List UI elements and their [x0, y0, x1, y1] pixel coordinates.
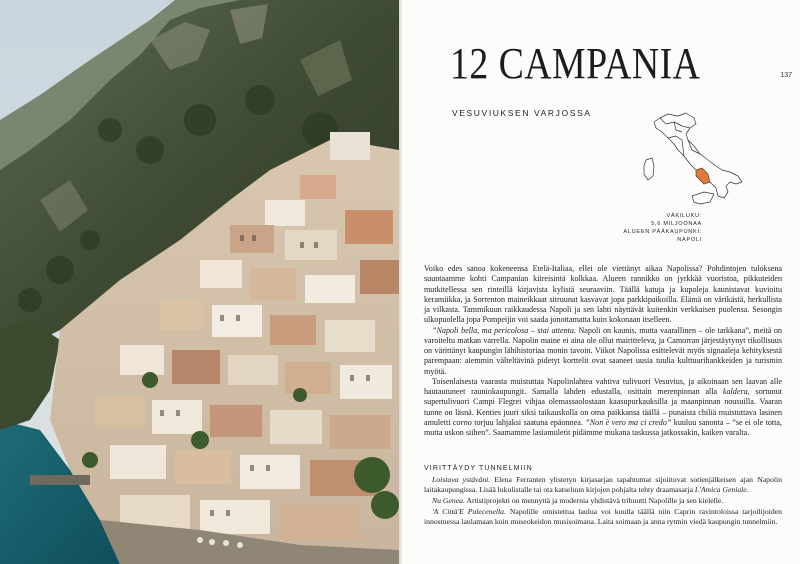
paragraph-text: torjuu lahjaksi saatuna epäonnea.	[471, 417, 586, 427]
list-item	[424, 507, 782, 527]
italy-outline-icon	[638, 110, 758, 210]
item-text: .	[746, 484, 749, 494]
paragraph-text: Toisenlaisesta vaarasta muistuttaa Napolinlahtea vahtiva tulivuori Vesuvius, ja aikoinaan sen laavan alle hautautuneet rauniokaupungit. Samalla lahden edustalla, osittain merenpinnan alla	[424, 376, 782, 396]
quote: ”Napoli bella, ma pericolosa – stai attenta.	[432, 325, 576, 335]
right-page	[402, 0, 800, 564]
paragraph	[424, 326, 782, 377]
list-item	[424, 496, 782, 506]
paragraph: Voiko edes sanoa kokeneensa Etelä-Italiaa, ellei ole viettänyt aikaa Napolissa? Pohdintojen tuloksena suuntaamme kohti Campanian kiireisintä kolkkaa. Alueen rannikko on jyrkkää vuoristoa, pikkuteiden mutkitellessa sen rinteillä kirjavista kylistä seuraaviin. Täällä katuja ja kupoleja kaunistavat kuvioitu keramiikka, ja Sorrenton maineikkaat sitruunat kasvavat jopa parkkipaikoilla. Elämä on värikästä, herkullista ja vilkasta. Tammikuun raikkaudessa Napoli ja sen lahti näyttävät kuitenkin verkkaisen puolensa. Sesongin ulkopuolella jopa Pompeijin voi saada jonottamatta kuin kokonaan itselleen.	[424, 264, 782, 325]
campania-region	[696, 168, 710, 184]
term: corno	[452, 417, 472, 427]
item-text: Artistiprojekti on mennyttä ja modernia yhdistävä tribuutti Napolille ja sen kielelle.	[464, 495, 724, 505]
positano-photo	[0, 0, 399, 564]
italy-map	[638, 110, 758, 210]
section-heading: VIRITTÄYDY TUNNELMIIN	[424, 465, 533, 472]
map-caption-line: 5,6 MILJOONAA	[651, 221, 702, 227]
item-title: Loistava ystäväni.	[432, 475, 491, 484]
map-caption-line: VÄKILUKU:	[666, 213, 702, 219]
term: kaldera	[722, 387, 748, 396]
quote: ”Non è vero ma ci credo”	[585, 417, 672, 427]
paragraph-text: kuuluu sanonta – ”se ei ole totta, mutta uskon siihen”. Saamamme lasiamuletit pidämme mukana taskussa jatkossakin, kaiken varalta.	[424, 417, 782, 437]
map-caption-line: ALUEEN PÄÄKAUPUNKI:	[623, 229, 702, 235]
paragraph-text: , sortunut supertulivuori Campi Flegrei vihjaa olemassaolostaan kaasupurkauksilla ja maanpinnan nousuilla. Vaaran tunne on läsnä. Kenties juuri siksi taikauskolla on oma paikkansa täällä – punaista chiliä muistuttava lasinen amuletti	[424, 387, 782, 427]
tune-in-list	[424, 475, 782, 528]
item-title: Nu Genea.	[432, 495, 465, 505]
item-title: L'Amica Geniale	[694, 484, 747, 494]
paragraph-text: Napoli on kaunis, mutta vaarallinen – ole tarkkana”, meitä on varoiteltu matkan varrella. Napolin maine ei aina ole ollut mairitteleva, ja Camorran järjestäytynyt rikollisuus on värittänyt kaupungin lähihistoriaa monin tavoin. Viikot Napolissa esittelevät myös signaaleja kehityksestä parempaan: aiemmin välteltävinä pidetyt korttelit ovat saaneet uusia tuulia kulttuurihankkeiden ja turismin myötä.	[424, 325, 782, 376]
page-number: 137	[780, 72, 792, 79]
chapter-title: 12 CAMPANIA	[450, 39, 701, 88]
item-text: Elena Ferranten ylistetyn kirjasarjan tapahtumat sijoittuvat sotienjälkeisen ajan Napolin laitakaupungissa. Lisää lukulistalle tai ota katseluun kirjojen pohjalta tehty draamasarja	[424, 475, 782, 494]
item-text: Napolille omistettua laulua voi kuulla täällä niin Caprin ravintoloissa tarjoilijoiden innostuessa laulamaan kuin museokeidon musisoimana. Laita soimaan ja anna rytmin viedä kaupungin tunnelmiin.	[424, 506, 783, 526]
paragraph	[424, 377, 782, 439]
map-caption	[623, 212, 702, 244]
map-caption-line: NAPOLI	[677, 237, 702, 243]
list-item	[424, 475, 782, 495]
chapter-subtitle: VESUVIUKSEN VARJOSSA	[452, 108, 592, 118]
item-title: 'A Città'E Pulecenella.	[432, 506, 506, 516]
article-body	[424, 264, 782, 438]
